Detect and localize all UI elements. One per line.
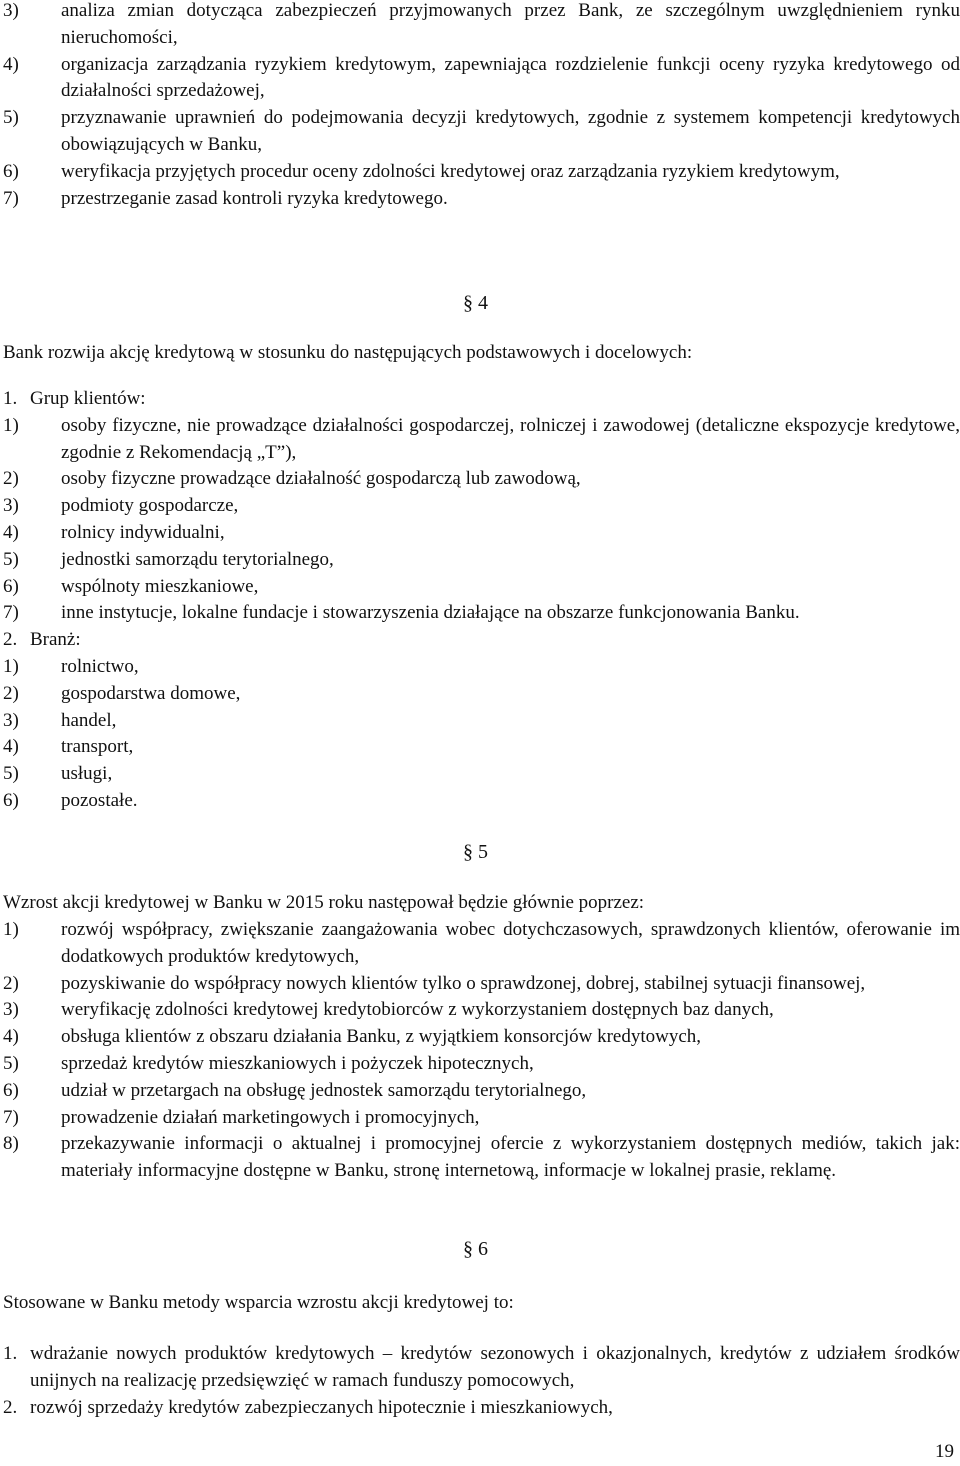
list-item-text: usługi, (61, 763, 113, 785)
list-item-text: rolnictwo, (61, 655, 139, 677)
list-item (0, 520, 960, 547)
list-item-text: przekazywanie informacji o aktualnej i promocyjnej ofercie z wykorzystaniem dostępnych mediów, takich jak: materiały informacyjne dostępne w Banku, stronę internetową, informacje w lokalnej prasie, reklamę. (61, 1133, 960, 1182)
list-item-text: weryfikację zdolności kredytowej kredytobiorców z wykorzystaniem dostępnych baz danych, (61, 999, 774, 1021)
list-item-number: 4) (3, 53, 19, 75)
list-item-text: przestrzeganie zasad kontroli ryzyka kredytowego. (61, 187, 448, 209)
list-item-text: sprzedaż kredytów mieszkaniowych i pożyczek hipotecznych, (61, 1052, 534, 1074)
list-item-number: 3) (3, 999, 19, 1021)
list-item (0, 734, 960, 761)
group-items (0, 413, 960, 627)
list-item-number: 2. (3, 1396, 18, 1418)
list-item-text: rolnicy indywidualni, (61, 521, 225, 543)
group-heading (0, 627, 960, 654)
list-item (0, 1078, 960, 1105)
list-item-number: 5) (3, 1052, 19, 1074)
list-item (0, 788, 960, 815)
list-item-number: 3) (3, 709, 19, 731)
list-item-number: 7) (3, 187, 19, 209)
list-item (0, 159, 960, 186)
list-item-text: wdrażanie nowych produktów kredytowych – kredytów sezonowych i okazjonalnych, kredytów z udziałem środków unijnych na realizację przedsięwzięć w ramach funduszy pomocowych, (30, 1343, 960, 1391)
list-item (0, 654, 960, 681)
list-item (0, 1341, 960, 1395)
list-item (0, 1105, 960, 1132)
list-item-number: 3) (3, 0, 19, 21)
list-item-number: 4) (3, 736, 19, 758)
list-item-number: 2) (3, 972, 19, 994)
list-item-number: 1) (3, 919, 19, 940)
group-heading (0, 386, 960, 413)
list-item (0, 386, 960, 413)
methods-list (0, 1341, 960, 1421)
list-item (0, 997, 960, 1024)
page-number: 19 (935, 1441, 954, 1462)
list-item (0, 600, 960, 627)
list-item-text: gospodarstwa domowe, (61, 682, 241, 704)
list-item (0, 917, 960, 971)
list-item-number: 2) (3, 682, 19, 704)
groups-list (0, 386, 960, 815)
list-item (0, 186, 960, 213)
list-item-text: prowadzenie działań marketingowych i promocyjnych, (61, 1106, 480, 1128)
list-item (0, 105, 960, 159)
list-item-number: 5) (3, 763, 19, 785)
list-item-text: pozostałe. (61, 789, 138, 811)
list-item-text: przyznawanie uprawnień do podejmowania decyzji kredytowych, zgodnie z systemem kompetencji kredytowych obowiązujących w Banku, (61, 107, 960, 155)
section-groups (0, 386, 960, 815)
paragraph-sign-5: § 5 (463, 841, 488, 863)
list-item-number: 6) (3, 160, 19, 182)
list-item-text: Grup klientów: (30, 388, 146, 409)
list-item (0, 1395, 960, 1422)
list-item (0, 1051, 960, 1078)
list-item-number: 6) (3, 1079, 19, 1101)
list-item-number: 1. (3, 1343, 18, 1364)
risk-list (0, 0, 960, 212)
list-item-text: analiza zmian dotycząca zabezpieczeń przyjmowanych przez Bank, ze szczególnym uwzględnieniem rynku nieruchomości, (61, 0, 960, 48)
list-item-number: 7) (3, 1106, 19, 1128)
list-item-number: 1) (3, 655, 19, 677)
list-item-number: 6) (3, 575, 19, 597)
list-item-text: obsługa klientów z obszaru działania Banku, z wyjątkiem konsorcjów kredytowych, (61, 1026, 702, 1048)
list-item (0, 681, 960, 708)
list-item (0, 1024, 960, 1051)
list-item-text: handel, (61, 709, 117, 731)
list-item-number: 1. (3, 388, 18, 409)
list-item (0, 52, 960, 106)
list-item (0, 413, 960, 467)
list-item-number: 5) (3, 107, 19, 129)
paragraph-sign-6: § 6 (463, 1238, 488, 1260)
list-item (0, 708, 960, 735)
list-item-text: organizacja zarządzania ryzykiem kredytowym, zapewniająca rozdzielenie funkcji oceny ryzyka kredytowego od działalności sprzedażowej, (61, 53, 960, 102)
list-item (0, 761, 960, 788)
list-item-text: udział w przetargach na obsługę jednostek samorządu terytorialnego, (61, 1079, 587, 1101)
list-item-number: 8) (3, 1133, 19, 1155)
list-item (0, 971, 960, 998)
list-item (0, 0, 960, 52)
list-item-number: 7) (3, 602, 19, 624)
paragraph-4-intro: Bank rozwija akcję kredytową w stosunku do następujących podstawowych i docelowych: (3, 342, 693, 363)
list-item-text: rozwój sprzedaży kredytów zabezpieczanych hipotecznie i mieszkaniowych, (30, 1396, 613, 1418)
list-item-text: Branż: (30, 629, 81, 651)
paragraph-sign-4: § 4 (463, 292, 488, 314)
list-item-number: 4) (3, 1026, 19, 1048)
list-item-text: inne instytucje, lokalne fundacje i stowarzyszenia działające na obszarze funkcjonowania Banku. (61, 602, 800, 624)
list-item-text: jednostki samorządu terytorialnego, (61, 548, 334, 570)
growth-list (0, 917, 960, 1185)
list-item-text: osoby fizyczne prowadzące działalność gospodarczą lub zawodową, (61, 468, 581, 490)
list-item (0, 466, 960, 493)
list-item-text: osoby fizyczne, nie prowadzące działalności gospodarczej, rolniczej i zawodowej (detaliczne ekspozycje kredytowe, zgodnie z Rekomendacją „T”), (61, 414, 960, 463)
list-item (0, 547, 960, 574)
list-item-text: pozyskiwanie do współpracy nowych klientów tylko o sprawdzonej, dobrej, stabilnej sytuacji finansowej, (61, 972, 866, 994)
list-item (0, 574, 960, 601)
list-item-number: 2) (3, 468, 19, 490)
list-item (0, 1131, 960, 1185)
list-item-text: wspólnoty mieszkaniowe, (61, 575, 259, 597)
list-item-number: 2. (3, 629, 18, 651)
list-item-text: weryfikacja przyjętych procedur oceny zdolności kredytowej oraz zarządzania ryzykiem kredytowym, (61, 160, 840, 182)
list-item-number: 1) (3, 414, 19, 436)
section-growth-list (0, 917, 960, 1185)
section-risk-list (0, 0, 960, 212)
list-item-text: podmioty gospodarcze, (61, 495, 239, 517)
list-item-number: 3) (3, 495, 19, 517)
list-item-number: 4) (3, 521, 19, 543)
list-item (0, 493, 960, 520)
list-item-text: transport, (61, 736, 134, 758)
paragraph-5-intro: Wzrost akcji kredytowej w Banku w 2015 roku następował będzie głównie poprzez: (3, 892, 645, 913)
paragraph-6-intro: Stosowane w Banku metody wsparcia wzrostu akcji kredytowej to: (3, 1292, 514, 1313)
list-item (0, 627, 960, 654)
group-items (0, 654, 960, 815)
list-item-number: 6) (3, 789, 19, 811)
list-item-number: 5) (3, 548, 19, 570)
section-methods-list (0, 1341, 960, 1421)
list-item-text: rozwój współpracy, zwiększanie zaangażowania wobec dotychczasowych, sprawdzonych klientów, oferowanie im dodatkowych produktów kredytowych, (61, 919, 960, 967)
